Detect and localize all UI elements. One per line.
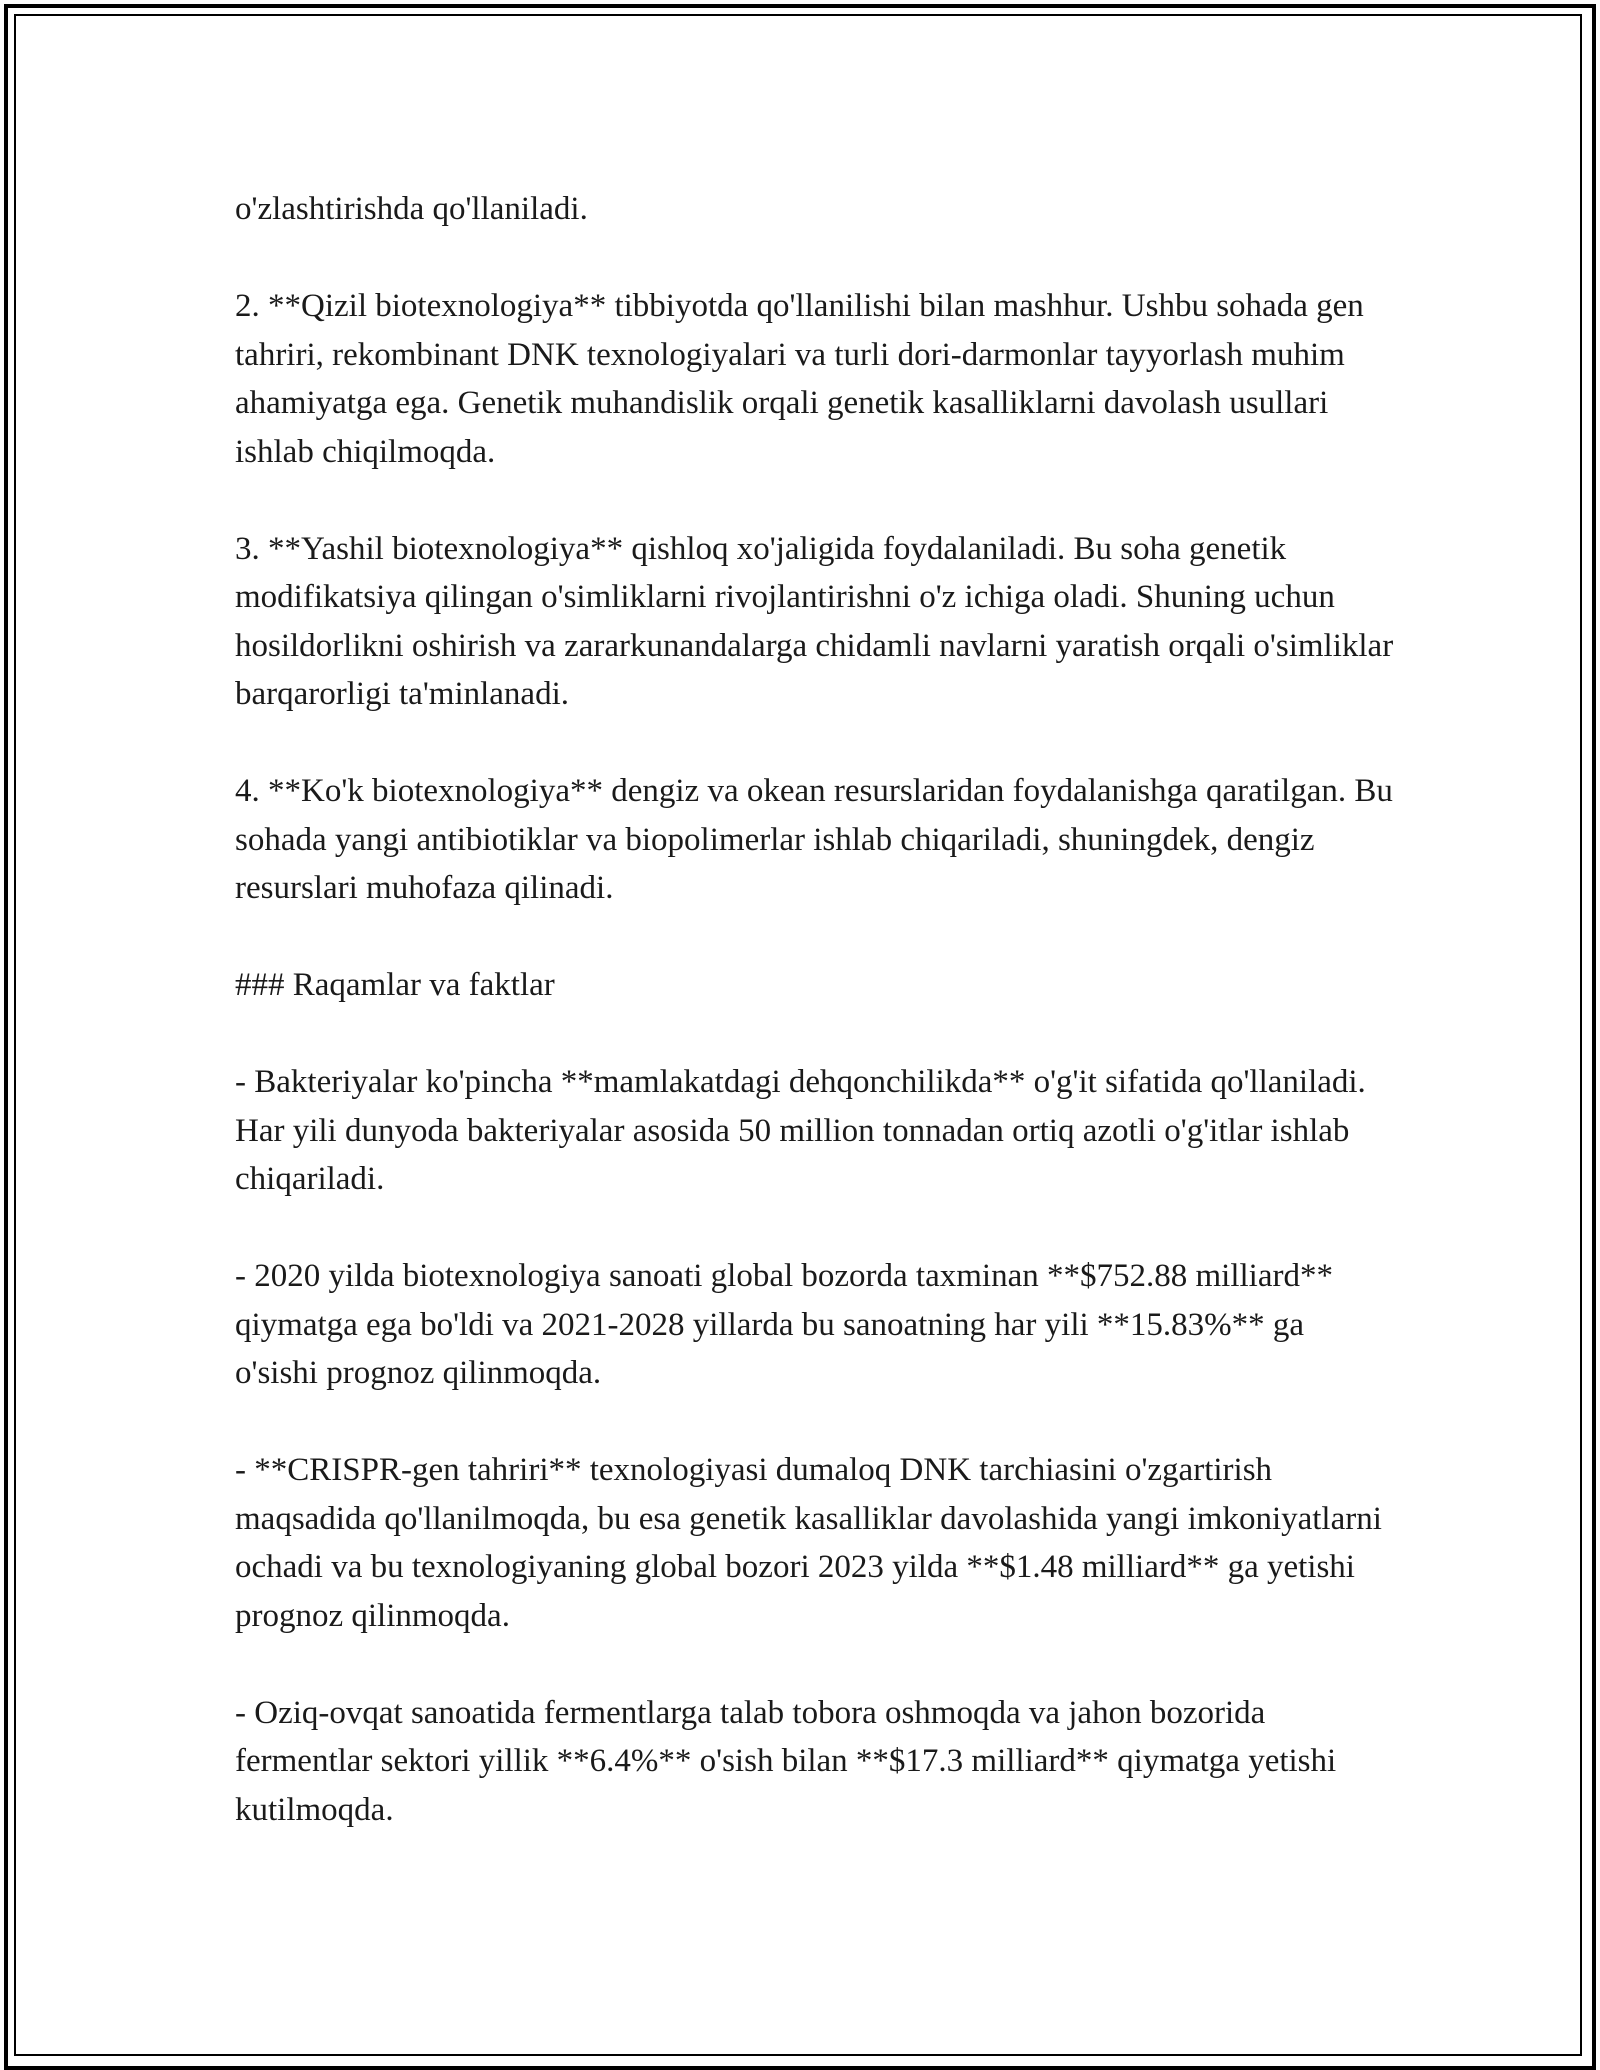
paragraph-blue-biotech: 4. **Ko'k biotexnologiya** dengiz va okean resurslaridan foydalanishga qaratilgan. Bu sohada yangi antibiotiklar va biopolimerlar ishlab chiqariladi, shuningdek, dengiz resurslari muhofaza qilinadi. (235, 773, 1393, 906)
document-body (235, 185, 1395, 1883)
section-heading: ### Raqamlar va faktlar (235, 967, 555, 1003)
fact-crispr: - **CRISPR-gen tahriri** texnologiyasi dumaloq DNK tarchiasini o'zgartirish maqsadida qo'llanilmoqda, bu esa genetik kasalliklar davolashida yangi imkoniyatlarni ochadi va bu texnologiyaning global bozori 2023 yilda **$1.48 milliard** ga yetishi prognoz qilinmoqda. (235, 1452, 1382, 1634)
fact-market-2020: - 2020 yilda biotexnologiya sanoati global bozorda taxminan **$752.88 milliard** qiymatga ega bo'ldi va 2021-2028 yillarda bu sanoatning har yili **15.83%** ga o'sishi prognoz qilinmoqda. (235, 1258, 1333, 1391)
paragraph-continuation: o'zlashtirishda qo'llaniladi. (235, 191, 588, 227)
paragraph-green-biotech: 3. **Yashil biotexnologiya** qishloq xo'jaligida foydalaniladi. Bu soha genetik modifikatsiya qilingan o'simliklarni rivojlantirishni o'z ichiga oladi. Shuning uchun hosildorlikni oshirish va zararkunandalarga chidamli navlarni yaratish orqali o'simliklar barqarorligi ta'minlanadi. (235, 530, 1394, 712)
paragraph-red-biotech: 2. **Qizil biotexnologiya** tibbiyotda qo'llanilishi bilan mashhur. Ushbu sohada gen tahriri, rekombinant DNK texnologiyalari va turli dori-darmonlar tayyorlash muhim ahamiyatga ega. Genetik muhandislik orqali genetik kasalliklarni davolash usullari ishlab chiqilmoqda. (235, 288, 1364, 470)
fact-enzymes: - Oziq-ovqat sanoatida fermentlarga talab tobora oshmoqda va jahon bozorida fermentlar sektori yillik **6.4%** o'sish bilan **$17.3 milliard** qiymatga yetishi kutilmoqda. (235, 1694, 1337, 1828)
fact-bacteria: - Bakteriyalar ko'pincha **mamlakatdagi dehqonchilikda** o'g'it sifatida qo'llaniladi. Har yili dunyoda bakteriyalar asosida 50 million tonnadan ortiq azotli o'g'itlar ishlab chiqariladi. (235, 1064, 1366, 1197)
